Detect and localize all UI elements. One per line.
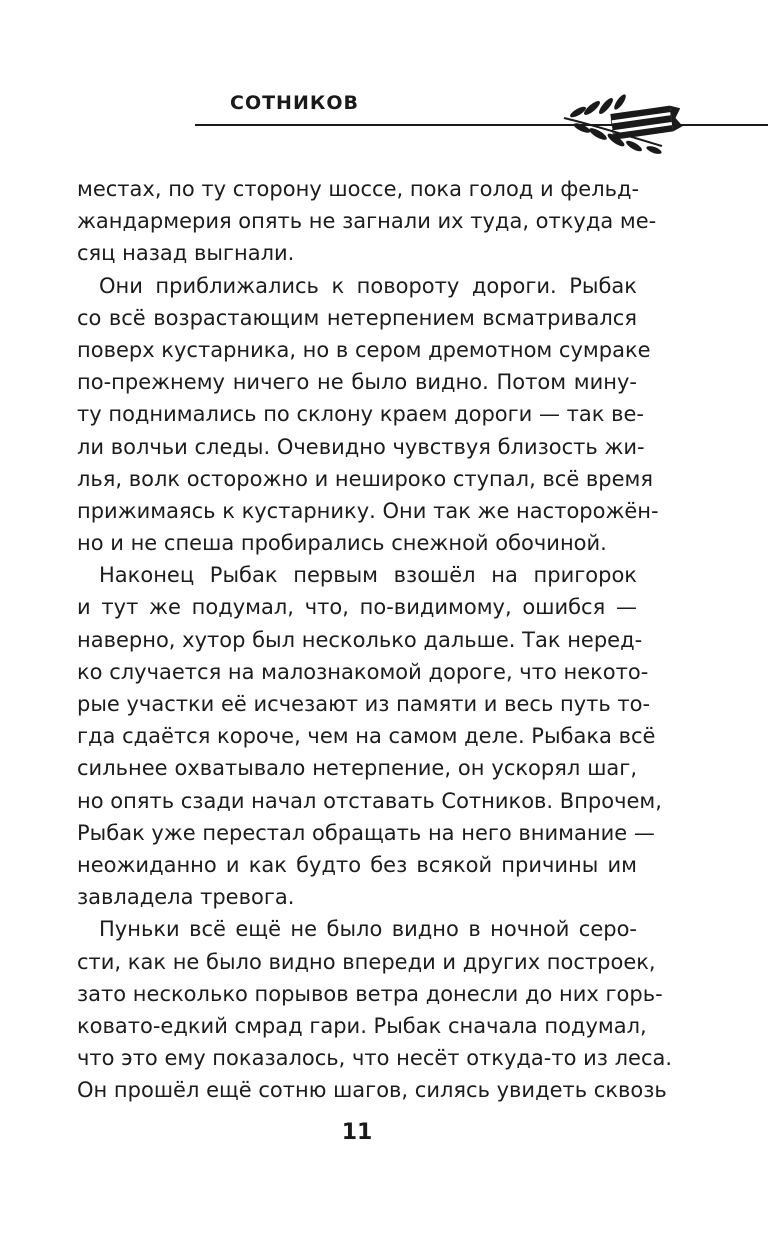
body-text <box>77 173 673 1106</box>
text-line: ко случается на малознакомой дороге, что некото- <box>77 659 649 684</box>
text-line: но опять сзади начал отставать Сотников. Впрочем, <box>77 788 662 813</box>
text-line: неожиданно и как будто без всякой причины им <box>77 852 637 877</box>
text-line: что это ему показалось, что несёт откуда-то из леса. <box>77 1046 673 1071</box>
text-line: наверно, хутор был несколько дальше. Так неред- <box>77 627 643 652</box>
text-line: Они приближались к повороту дороги. Рыбак <box>99 273 637 298</box>
text-line: местах, по ту сторону шоссе, пока голод и фельд- <box>77 177 640 201</box>
page-number: 11 <box>341 1120 373 1145</box>
text-line: ковато-едкий смрад гари. Рыбак сначала подумал, <box>77 1013 647 1038</box>
text-line: лья, волк осторожно и нешироко ступал, всё время <box>77 466 654 491</box>
text-line: рые участки её исчезают из памяти и весь путь то- <box>77 692 651 716</box>
text-line: Пуньки всё ещё не было видно в ночной серо- <box>99 917 637 942</box>
text-line: ту поднимались по склону краем дороги — так ве- <box>77 402 645 427</box>
text-line: сильнее охватывало нетерпение, он ускорял шаг, <box>77 756 637 781</box>
text-line: и тут же подумал, что, по-видимому, ошибся — <box>77 595 637 620</box>
text-line: завладела тревога. <box>77 885 295 910</box>
page-header <box>0 0 768 160</box>
text-line: ли волчьи следы. Очевидно чувствуя близость жи- <box>77 434 645 459</box>
text-line: Наконец Рыбак первым взошёл на пригорок <box>99 563 637 588</box>
text-line: Рыбак уже перестал обращать на него внимание — <box>77 820 655 845</box>
text-line: по-прежнему ничего не было видно. Потом мину- <box>77 370 637 395</box>
laurel-ribbon-icon <box>560 88 685 156</box>
text-line: гда сдаётся короче, чем на самом деле. Рыбака всё <box>77 724 656 749</box>
text-line: прижимаясь к кустарнику. Они так же насторожён- <box>77 498 659 523</box>
running-head: СОТНИКОВ <box>230 92 360 114</box>
text-line: но и не спеша пробирались снежной обочиной. <box>77 531 607 556</box>
text-line: сти, как не было видно впереди и других построек, <box>77 949 656 974</box>
text-line: жандармерия опять не загнали их туда, откуда ме- <box>77 209 657 234</box>
text-line: со всё возрастающим нетерпением всматривался <box>77 305 637 330</box>
text-line: зато несколько порывов ветра донесли до них горь- <box>77 981 663 1006</box>
text-line: поверх кустарника, но в сером дремотном сумраке <box>77 337 651 362</box>
text-line: Он прошёл ещё сотню шагов, силясь увидеть сквозь <box>77 1078 667 1103</box>
text-line: сяц назад выгнали. <box>77 241 295 266</box>
